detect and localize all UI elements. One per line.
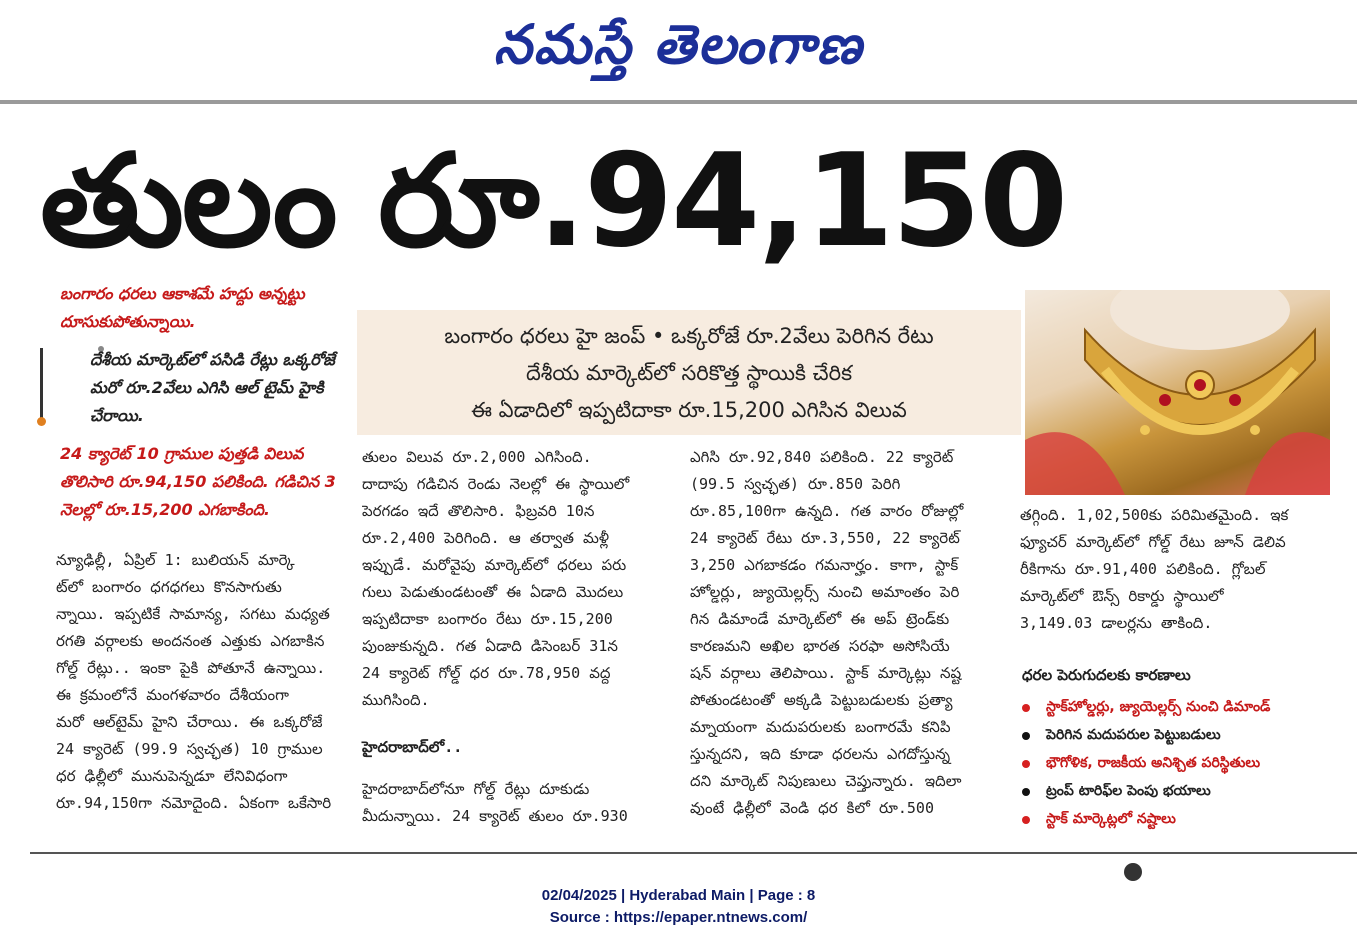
- top-divider: [0, 100, 1357, 104]
- text-line: రూ.2,400 పెరిగింది. ఆ తర్వాత మళ్లీ: [362, 529, 609, 547]
- text-line: పోతుండటంతో అక్కడి పెట్టుబడులకు ప్రత్యా: [690, 691, 953, 709]
- deck-box: [357, 310, 1021, 435]
- deck-line: ఈ ఏడాదిలో ఇప్పటిదాకా రూ.15,200 ఎగిసిన విలువ: [471, 398, 907, 422]
- intro-detail: 24 క్యారెట్ 10 గ్రాముల పుత్తడి విలువ తొలిసారి రూ.94,150 పలికింది. గడిచిన 3 నెలల్లో రూ.15,200 ఎగబాకింది.: [60, 444, 336, 519]
- bottom-divider: [30, 852, 1357, 854]
- text-line: స్తున్నదని, ఇది కూడా ధరలను ఎగదోస్తున్న: [690, 745, 951, 763]
- footer-edition: 02/04/2025 | Hyderabad Main | Page : 8: [541, 887, 816, 904]
- article-column-2-continued: [362, 776, 666, 830]
- cause-item: [1022, 806, 1342, 834]
- text-line: మార్కెట్‌లో ఔన్స్ రికార్డు స్థాయిలో: [1020, 587, 1224, 605]
- cause-item: [1022, 694, 1342, 722]
- text-line: గోల్డ్ రేట్లు.. ఇంకా పైకి పోతూనే ఉన్నాయి.: [56, 659, 326, 677]
- gold-jewellery-photo: [1025, 290, 1330, 495]
- text-line: తులం విలువ రూ.2,000 ఎగిసింది.: [362, 448, 592, 466]
- text-line: రగతి వర్గాలకు అందనంత ఎత్తుకు ఎగబాకిన: [56, 632, 325, 650]
- deck-line: దేశీయ మార్కెట్‌లో సరికొత్త స్థాయికి చేరిక: [525, 361, 853, 385]
- bullet-icon: [1022, 816, 1030, 824]
- text-line: ఇప్పుడే. మరోవైపు మార్కెట్‌లో ధరలు పరు: [362, 556, 627, 574]
- jewellery-illustration: [1025, 290, 1330, 495]
- text-line: 24 క్యారెట్ రేటు రూ.3,550, 22 క్యారెట్: [690, 529, 960, 547]
- text-line: హోల్డర్లు, జ్యుయెల్లర్స్ నుంచి అమాంతం పెరి: [690, 583, 960, 601]
- text-line: పుంజుకున్నది. గత ఏడాది డిసెంబర్ 31న: [362, 637, 618, 655]
- bullet-icon: [1022, 732, 1030, 740]
- headline: తులం రూ.94,150: [40, 127, 1067, 276]
- text-line: ట్‌లో బంగారం ధగధగలు కొనసాగుతు: [56, 578, 282, 596]
- text-line: షన్ వర్గాలు తెలిపాయి. స్టాక్ మార్కెట్లు నష్ట: [690, 664, 962, 682]
- text-line: న్యూఢిల్లీ, ఏప్రిల్ 1: బులియన్ మార్కె: [56, 551, 295, 569]
- text-line: గిన డిమాండే మార్కెట్‌లో ఈ అప్ ట్రెండ్‌కు: [690, 610, 950, 628]
- intro-note: దేశీయ మార్కెట్‌లో పసిడి రేట్లు ఒక్కరోజే మరో రూ.2వేలు ఎగిసి ఆల్ టైమ్ హైకి చేరాయి.: [90, 350, 335, 425]
- text-line: గులు పెడుతుండటంతో ఈ ఏడాది మొదలు: [362, 583, 624, 601]
- cause-item: [1022, 778, 1342, 806]
- article-column-1: [56, 547, 338, 817]
- note-bracket: [40, 348, 43, 420]
- text-line: 3,250 ఎగబాకడం గమనార్హం. కాగా, స్టాక్: [690, 556, 959, 574]
- article-column-3: [690, 444, 994, 822]
- text-line: ఇప్పటిదాకా బంగారం రేటు రూ.15,200: [362, 610, 613, 628]
- text-line: కారణమని అఖిల భారత సరఫా అసోసియే: [690, 637, 950, 655]
- note-dot-bottom: [37, 417, 46, 426]
- text-line: హైదరాబాద్‌లోనూ గోల్డ్ రేట్లు దూకుడు: [362, 780, 590, 798]
- text-line: న్నాయి. ఇప్పటికే సామాన్య, సగటు మధ్యత: [56, 605, 330, 623]
- text-line: ధర ఢిల్లీలో మునుపెన్నడూ లేనివిధంగా: [56, 767, 288, 785]
- end-mark-icon: [1124, 863, 1142, 881]
- text-line: రూ.85,100గా ఉన్నది. గత వారం రోజుల్లో: [690, 502, 964, 520]
- cause-text: స్టాక్ మార్కెట్లలో నష్టాలు: [1046, 810, 1176, 827]
- article-column-4: [1020, 502, 1332, 637]
- article-column-2: [362, 444, 666, 714]
- masthead: [0, 0, 1357, 100]
- causes-title: ధరల పెరుగుదలకు కారణాలు: [1022, 666, 1191, 684]
- cause-text: పెరిగిన మదుపరుల పెట్టుబడులు: [1046, 726, 1221, 743]
- text-line: పెరగడం ఇదే తొలిసారి. ఫిబ్రవరి 10న: [362, 502, 595, 520]
- cause-text: ట్రంప్ టారిఫ్‌ల పెంపు భయాలు: [1046, 782, 1211, 799]
- bullet-icon: [1022, 788, 1030, 796]
- bullet-icon: [1022, 760, 1030, 768]
- text-line: మరో ఆల్‌టైమ్ హైని చేరాయి. ఈ ఒక్కరోజే: [56, 713, 323, 731]
- intro-lead: బంగారం ధరలు ఆకాశమే హద్దు అన్నట్టు దూసుకుపోతున్నాయి.: [60, 284, 305, 331]
- text-line: ఫ్యూచర్ మార్కెట్‌లో గోల్డ్ రేటు జూన్ డెలివ: [1020, 533, 1286, 551]
- text-line: రూ.94,150గా నమోదైంది. ఏకంగా ఒకేసారి: [56, 794, 332, 812]
- text-line: వుంటే ఢిల్లీలో వెండి ధర కిలో రూ.500: [690, 799, 934, 817]
- deck-line: బంగారం ధరలు హై జంప్ • ఒక్కరోజే రూ.2వేలు పెరిగిన రేటు: [444, 324, 934, 348]
- text-line: ఎగిసి రూ.92,840 పలికింది. 22 క్యారెట్: [690, 448, 954, 466]
- masthead-title: నమస్తే తెలంగాణ: [493, 12, 864, 76]
- footer-source-link[interactable]: Source : https://epaper.ntnews.com/: [549, 909, 808, 926]
- text-line: రీకిగాను రూ.91,400 పలికింది. గ్లోబల్: [1020, 560, 1266, 578]
- text-line: 24 క్యారెట్ గోల్డ్ ధర రూ.78,950 వద్ద: [362, 664, 611, 682]
- text-line: దని మార్కెట్ నిపుణులు చెప్తున్నారు. ఇదిలా: [690, 772, 962, 790]
- footer: [0, 885, 1357, 929]
- causes-list: [1022, 694, 1342, 834]
- text-line: 3,149.03 డాలర్లను తాకింది.: [1020, 614, 1213, 632]
- cause-text: భౌగోళిక, రాజకీయ అనిశ్చిత పరిస్థితులు: [1046, 754, 1261, 771]
- cause-text: స్టాక్‌హోల్డర్లు, జ్యుయెల్లర్స్ నుంచి డిమాండ్: [1046, 698, 1271, 715]
- text-line: దాదాపు గడిచిన రెండు నెలల్లో ఈ స్థాయిలో: [362, 475, 630, 493]
- bullet-icon: [1022, 704, 1030, 712]
- text-line: ముగిసింది.: [362, 691, 430, 709]
- text-line: తగ్గింది. 1,02,500కు పరిమితమైంది. ఇక: [1020, 506, 1289, 524]
- cause-item: [1022, 750, 1342, 778]
- hyderabad-subhead: హైదరాబాద్‌లో..: [362, 738, 463, 756]
- text-line: (99.5 స్వచ్ఛత) రూ.850 పెరిగి: [690, 475, 901, 493]
- cause-item: [1022, 722, 1342, 750]
- text-line: ఈ క్రమంలోనే మంగళవారం దేశీయంగా: [56, 686, 289, 704]
- text-line: మ్నాయంగా మదుపరులకు బంగారమే కనిపి: [690, 718, 951, 736]
- text-line: మీదున్నాయి. 24 క్యారెట్ తులం రూ.930: [362, 807, 628, 825]
- text-line: 24 క్యారెట్ (99.9 స్వచ్ఛత) 10 గ్రాముల: [56, 740, 323, 758]
